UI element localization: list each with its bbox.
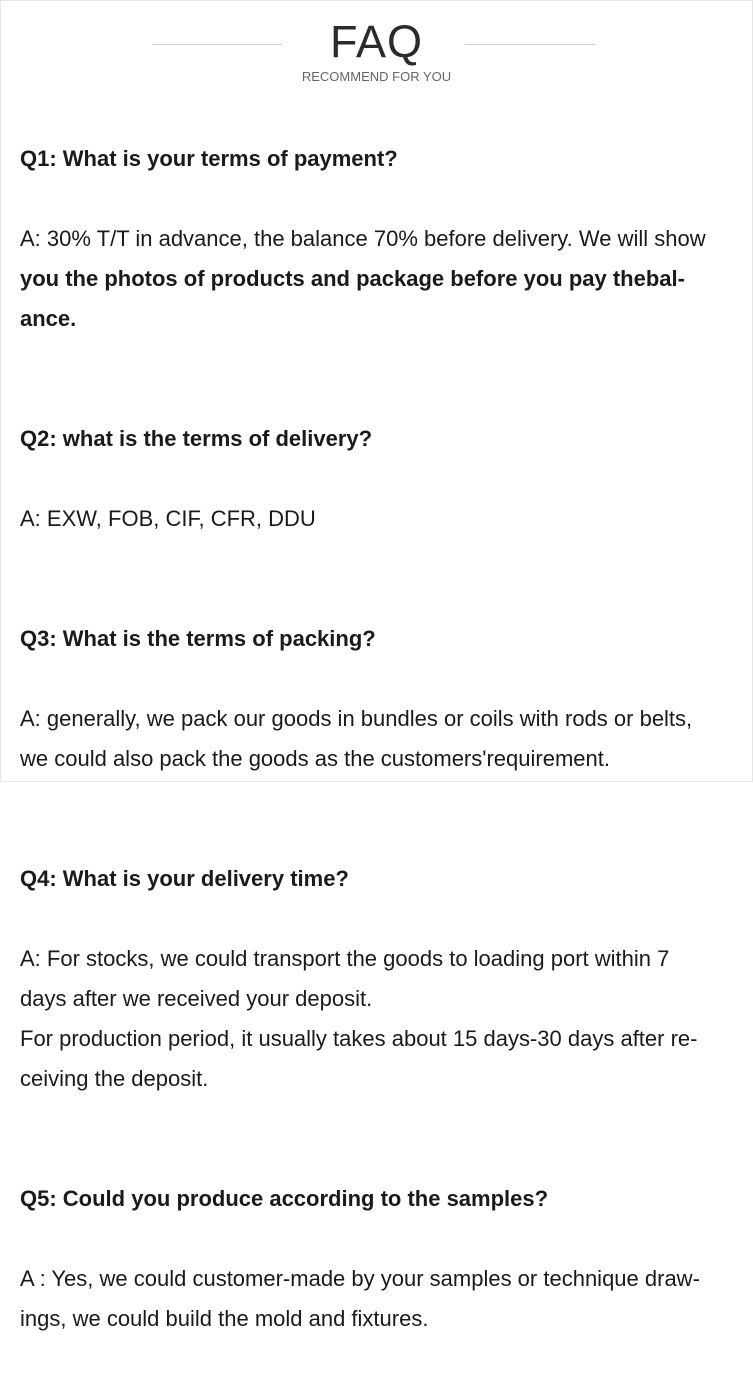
faq-answer-1-text: A: 30% T/T in advance, the balance 70% before delivery. We will show — [20, 226, 706, 251]
faq-question-2: Q2: what is the terms of delivery? — [20, 426, 373, 451]
faq-question-4: Q4: What is your delivery time? — [20, 866, 349, 891]
faq-answer-1 — [20, 219, 744, 339]
faq-answer-1-emphasis: you the photos of products and package before you pay thebal- ance. — [20, 266, 685, 331]
faq-question-5: Q5: Could you produce according to the samples? — [20, 1186, 549, 1211]
page-title: FAQ — [329, 16, 424, 67]
faq-header — [0, 0, 753, 100]
page-subtitle: RECOMMEND FOR YOU — [301, 69, 452, 84]
faq-question-1: Q1: What is your terms of payment? — [20, 146, 398, 171]
faq-answer-4: A: For stocks, we could transport the goods to loading port within 7 days after we received your deposit. For production period, it usually takes about 15 days-30 days after re- ceiving the deposit. — [20, 946, 698, 1091]
faq-list — [20, 99, 744, 1379]
faq-answer-2: A: EXW, FOB, CIF, CFR, DDU — [20, 506, 316, 531]
faq-answer-3: A: generally, we pack our goods in bundles or coils with rods or belts, we could also pack the goods as the customers'requirement. — [20, 706, 693, 771]
faq-question-3: Q3: What is the terms of packing? — [20, 626, 376, 651]
faq-answer-5: A : Yes, we could customer-made by your samples or technique draw- ings, we could build the mold and fixtures. — [20, 1266, 700, 1331]
